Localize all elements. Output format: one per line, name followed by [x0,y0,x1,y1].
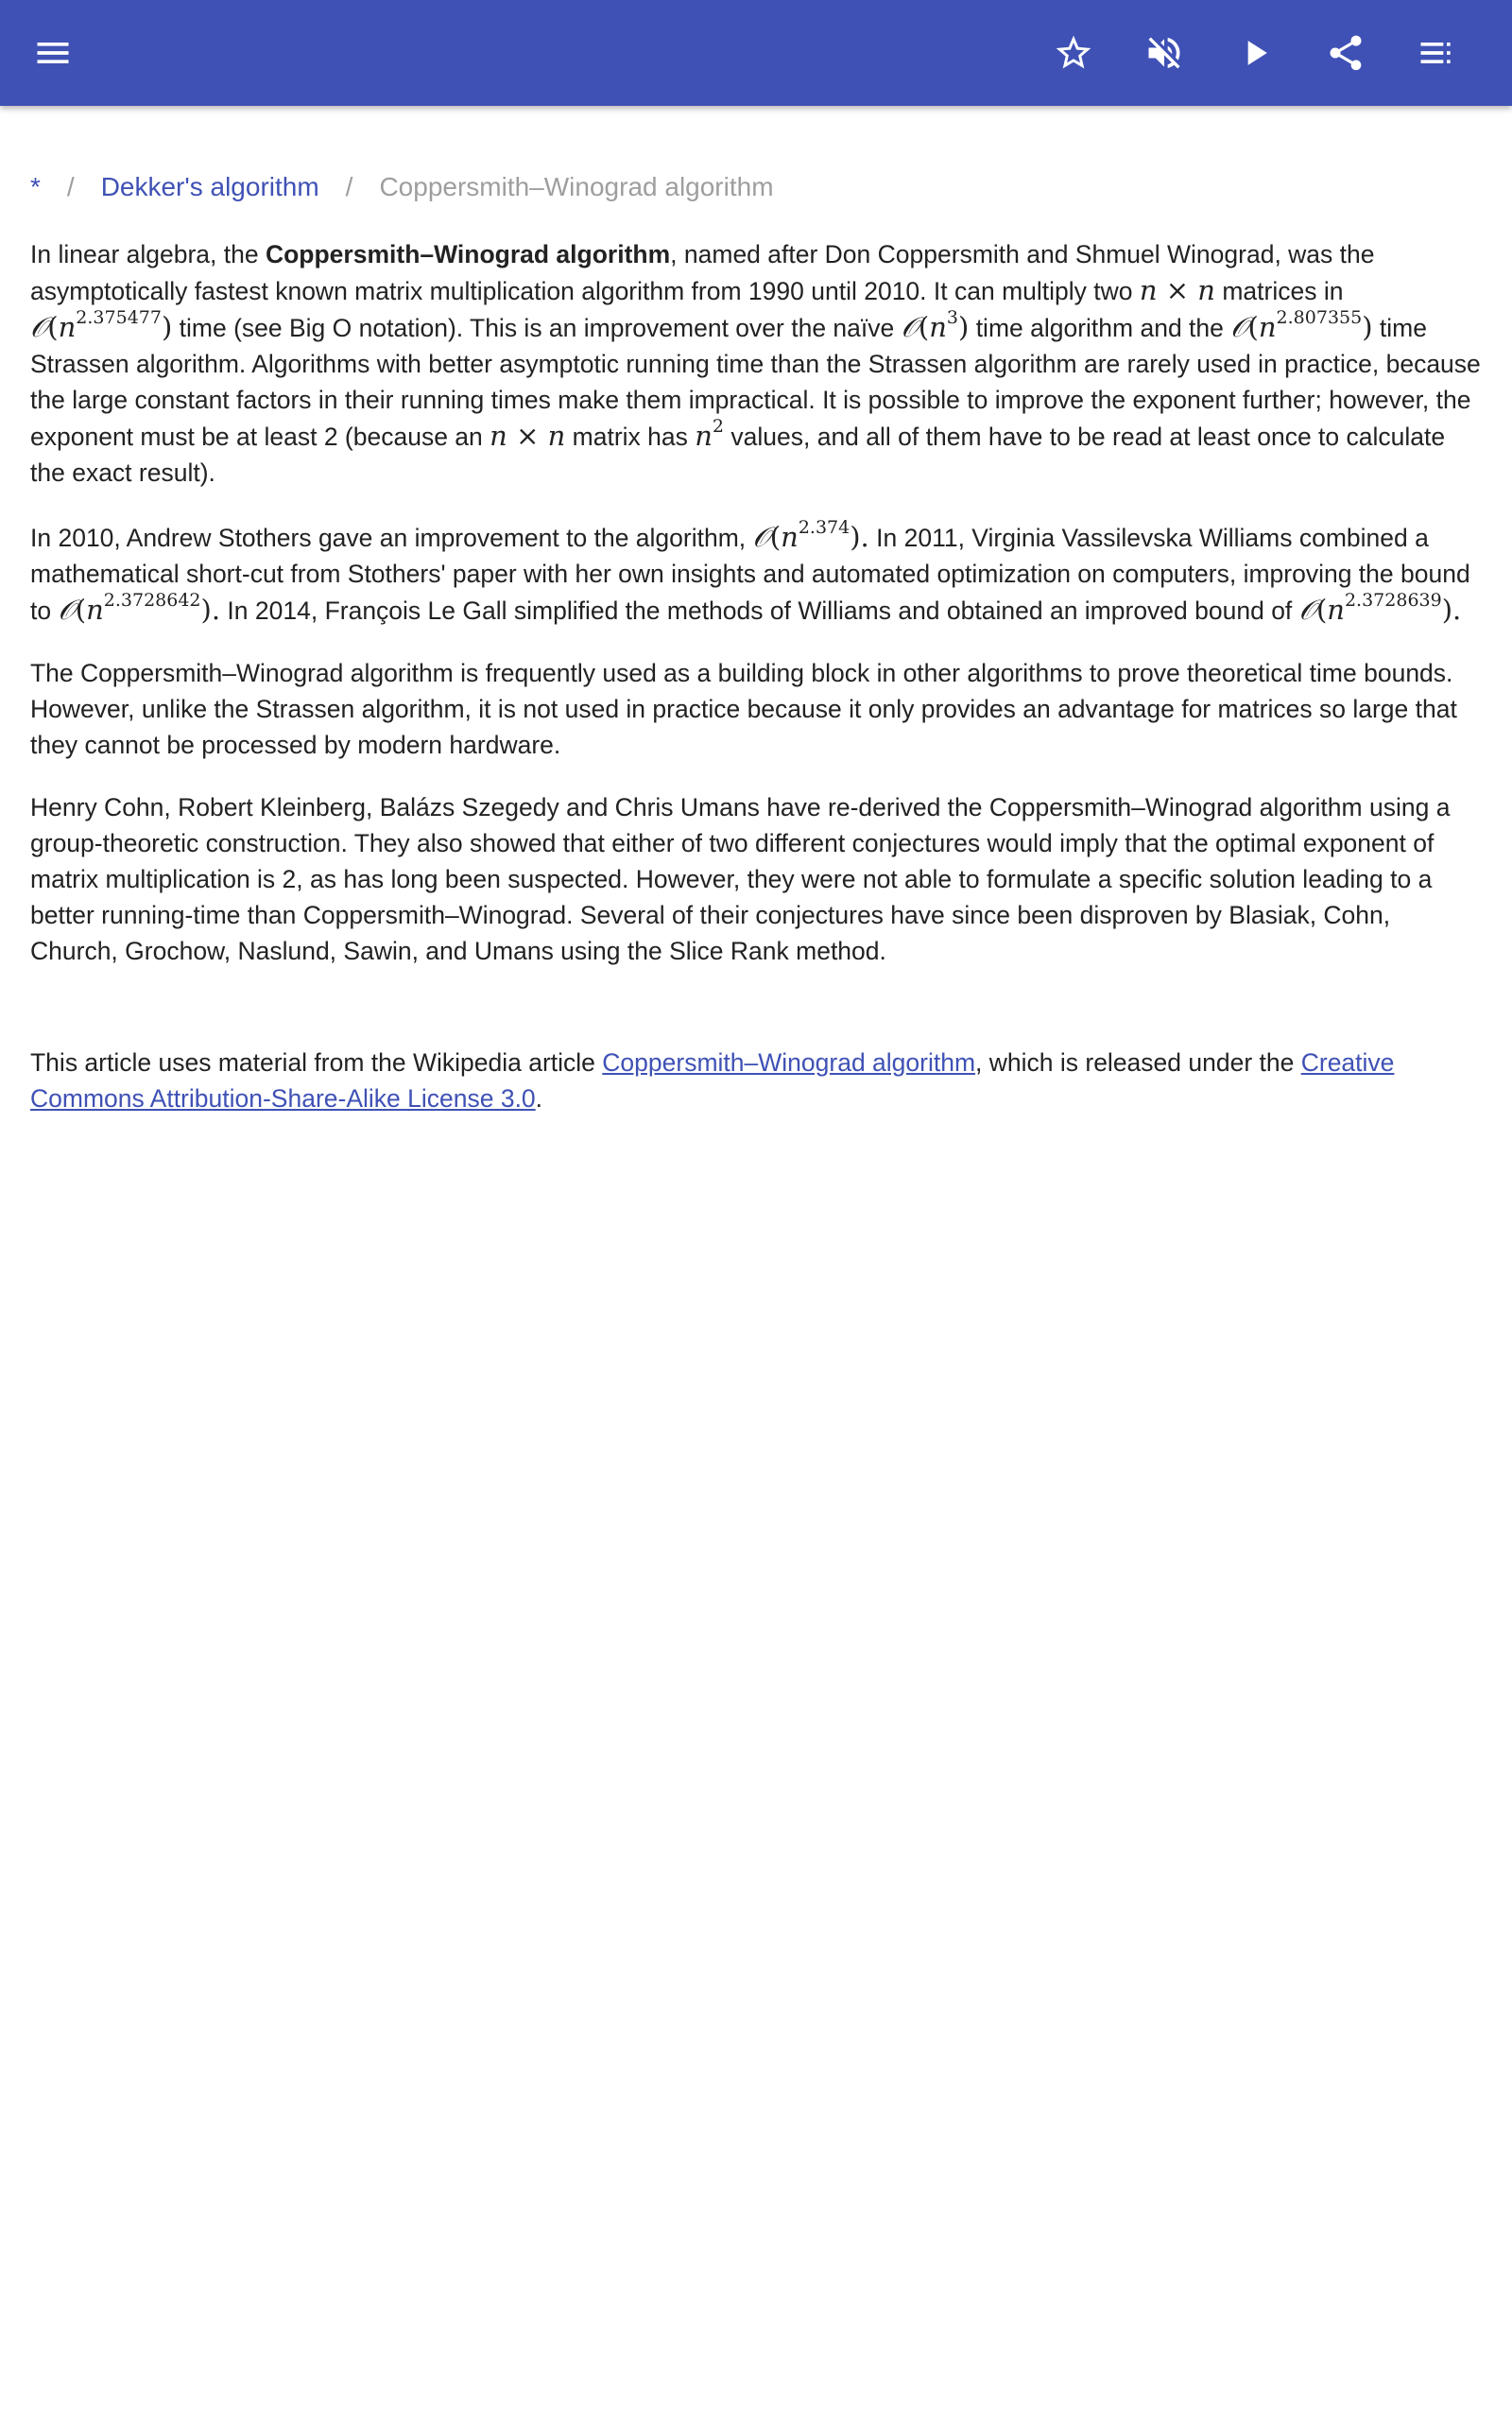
share-button[interactable] [1319,26,1372,79]
breadcrumb [30,166,774,208]
math-big-o-naive: $𝒪(n^3)$ [901,306,970,343]
math-big-o-legall: $𝒪(n^{2.3728639})$. [1298,589,1462,626]
favorite-button[interactable] [1047,26,1100,79]
app-bar [0,0,1512,106]
math-big-o-williams: $𝒪(n^{2.3728642})$. [58,589,221,626]
mute-button[interactable] [1138,26,1191,79]
menu-button[interactable] [26,26,79,79]
article-content [30,236,1482,1143]
share-icon [1325,32,1366,74]
playlist-button[interactable] [1410,26,1463,79]
breadcrumb-parent-link[interactable]: Dekker's algorithm [100,172,319,201]
math-n-by-n: n × n [1139,274,1215,306]
math-n-by-n: n × n [490,420,566,452]
license-link[interactable]: Creative Commons Attribution-Share-Alike License 3.0 [30,1048,1395,1113]
math-big-o-stothers: $𝒪(n^{2.374})$. [752,516,869,553]
star-outline-icon [1053,32,1094,74]
article-title-term: Coppersmith–Winograd algorithm [265,240,671,268]
play-button[interactable] [1228,26,1281,79]
math-big-o-strassen: $𝒪(n^{2.807355})$ [1230,306,1373,343]
wikipedia-article-link[interactable]: Coppersmith–Winograd algorithm [602,1048,976,1077]
menu-icon [32,32,74,74]
volume-off-icon [1143,32,1185,74]
breadcrumb-separator: / [66,172,75,201]
math-big-o-cw: $𝒪(n^{2.375477})$ [30,306,173,343]
breadcrumb-current: Coppersmith–Winograd algorithm [379,172,774,201]
playlist-icon [1416,32,1457,74]
article-paragraph: Henry Cohn, Robert Kleinberg, Balázs Szegedy and Chris Umans have re-derived the Coppersmith–Winograd algorithm using a group-theoretic construction. They also showed that either of two different conjectures would imply that the optimal exponent of matrix multiplication is 2, as has long been suspected. However, they were not able to formulate a specific solution leading to a better running-time than Coppersmith–Winograd. Several of their conjectures have since been disproven by Blasiak, Cohn, Church, Grochow, Naslund, Sawin, and Umans using the Slice Rank method. [30,793,1451,965]
attribution-paragraph: This article uses material from the Wikipedia article Coppersmith–Winograd algorithm, which is released under the Creative Commons Attribution-Share-Alike License 3.0. [30,1048,1395,1113]
breadcrumb-home-link[interactable]: * [30,172,41,201]
breadcrumb-separator: / [345,172,353,201]
article-paragraph: In linear algebra, the Coppersmith–Winograd algorithm, named after Don Coppersmith and Shmuel Winograd, was the asymptotically fastest known matrix multiplication algorithm from 1990 until 2010. It can multiply two n × n matrices in $𝒪(n^{2.375477})$ time (see Big O notation). This is an improvement over the naïve $𝒪(n^3)$ time algorithm and the $𝒪(n^{2.807355})$ time Strassen algorithm. Algorithms with better asymptotic running time than the Strassen algorithm are rarely used in practice, because the large constant factors in their running times make them impractical. It is possible to improve the exponent further; however, the exponent must be at least 2 (because an n × n matrix has $n^2$ values, and all of them have to be read at least once to calculate the exact result). [30,240,1481,487]
article-paragraph: In 2010, Andrew Stothers gave an improvement to the algorithm, $𝒪(n^{2.374})$. In 2011, Virginia Vassilevska Williams combined a mathematical short-cut from Stothers' paper with her own insights and automated optimization on computers, improving the bound to $𝒪(n^{2.3728642})$. In 2014, François Le Gall simplified the methods of Williams and obtained an improved bound of $𝒪(n^{2.3728639})$. [30,516,1470,626]
article-paragraph: The Coppersmith–Winograd algorithm is frequently used as a building block in other algorithms to prove theoretical time bounds. However, unlike the Strassen algorithm, it is not used in practice because it only provides an advantage for matrices so large that they cannot be processed by modern hardware. [30,659,1457,759]
math-n-squared: $n^2$ [695,415,725,452]
play-icon [1234,32,1276,74]
